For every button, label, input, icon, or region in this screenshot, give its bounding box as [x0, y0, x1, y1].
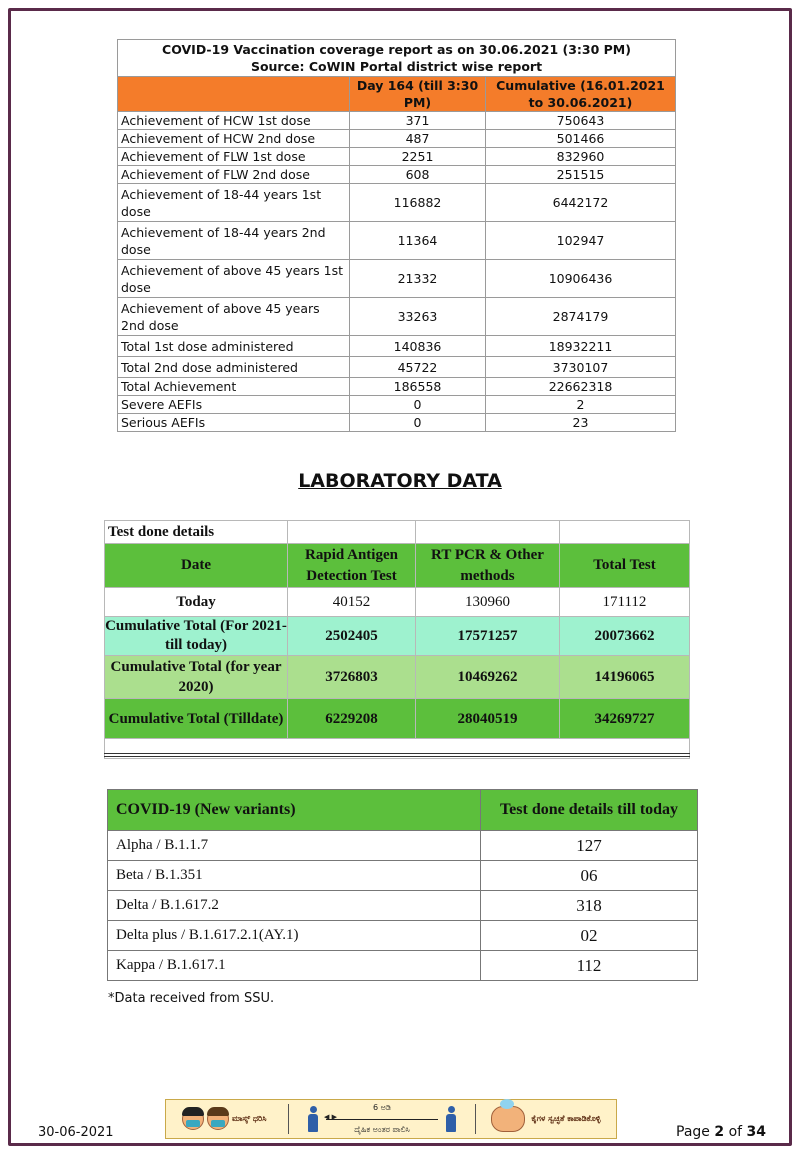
variant-count: 127 [481, 831, 698, 861]
table-row [118, 184, 676, 222]
distance-label: 6 ಅಡಿ [373, 1103, 391, 1112]
total-value: 14196065 [560, 656, 690, 699]
day-value: 116882 [350, 184, 486, 222]
variants-name-header: COVID-19 (New variants) [108, 790, 481, 831]
table-row [108, 861, 698, 891]
table-row [118, 130, 676, 148]
cumulative-value: 18932211 [486, 336, 676, 357]
row-label: Total 1st dose administered [118, 336, 350, 357]
table-row [118, 396, 676, 414]
day-value: 186558 [350, 378, 486, 396]
cumulative-value: 2874179 [486, 298, 676, 336]
cumulative-value: 750643 [486, 112, 676, 130]
day-value: 21332 [350, 260, 486, 298]
rtpcr-value: 10469262 [416, 656, 560, 699]
vaccination-source: Source: CoWIN Portal district wise report [250, 59, 543, 74]
covid-safety-banner [165, 1099, 617, 1139]
rtpcr-value: 130960 [416, 588, 560, 617]
rapid-antigen-header: Rapid Antigen Detection Test [288, 544, 416, 588]
day-value: 608 [350, 166, 486, 184]
day-column-header: Day 164 (till 3:30 PM) [350, 77, 486, 112]
table-row [118, 357, 676, 378]
row-label: Total 2nd dose administered [118, 357, 350, 378]
table-row [105, 699, 690, 739]
page-number: Page 2 of 34 [676, 1124, 766, 1140]
row-label: Cumulative Total (For 2021- till today) [105, 617, 288, 656]
variants-table [107, 789, 698, 981]
row-label: Serious AEFIs [118, 414, 350, 432]
table-row [105, 656, 690, 699]
cumulative-value: 2 [486, 396, 676, 414]
vaccination-title-row [118, 40, 676, 77]
distance-text: ದೈಹಿಕ ಅಂತರ ಪಾಲಿಸಿ [354, 1125, 410, 1134]
table-row [118, 112, 676, 130]
variants-header-row [108, 790, 698, 831]
variant-name: Delta / B.1.617.2 [108, 891, 481, 921]
rtpcr-value: 28040519 [416, 699, 560, 739]
mask-segment [166, 1100, 288, 1138]
row-label: Achievement of FLW 1st dose [118, 148, 350, 166]
day-value: 33263 [350, 298, 486, 336]
row-label: Cumulative Total (for year 2020) [105, 656, 288, 699]
cumulative-value: 832960 [486, 148, 676, 166]
distance-segment [289, 1100, 475, 1138]
vaccination-title: COVID-19 Vaccination coverage report as on 30.06.2021 (3:30 PM) [162, 42, 631, 57]
row-label: Achievement of HCW 2nd dose [118, 130, 350, 148]
vaccination-header-row [118, 77, 676, 112]
row-label: Cumulative Total (Tilldate) [105, 699, 288, 739]
masked-face-icon [182, 1108, 204, 1130]
cumulative-value: 251515 [486, 166, 676, 184]
day-value: 0 [350, 396, 486, 414]
cumulative-value: 6442172 [486, 184, 676, 222]
cumulative-value: 102947 [486, 222, 676, 260]
variant-name: Kappa / B.1.617.1 [108, 951, 481, 981]
rapid-value: 3726803 [288, 656, 416, 699]
rapid-value: 2502405 [288, 617, 416, 656]
masked-face-icon [207, 1108, 229, 1130]
total-test-header: Total Test [560, 544, 690, 588]
table-row [118, 336, 676, 357]
handwash-segment [476, 1100, 616, 1138]
data-source-note: *Data received from SSU. [108, 991, 275, 1006]
table-row [105, 588, 690, 617]
vaccination-table [117, 39, 676, 432]
double-arrow-icon [326, 1115, 438, 1123]
person-icon [308, 1106, 318, 1132]
day-value: 2251 [350, 148, 486, 166]
footer-date: 30-06-2021 [38, 1125, 114, 1140]
row-label: Achievement of 18-44 years 2nd dose [118, 222, 350, 260]
handwash-text: ಕೈಗಳ ಸ್ವಚ್ಛತೆ ಕಾಪಾಡಿಕೊಳ್ಳಿ [531, 1114, 601, 1123]
cumulative-value: 3730107 [486, 357, 676, 378]
variant-count: 112 [481, 951, 698, 981]
variant-name: Alpha / B.1.1.7 [108, 831, 481, 861]
table-row [108, 831, 698, 861]
variants-count-header: Test done details till today [481, 790, 698, 831]
table-row [108, 951, 698, 981]
row-label: Total Achievement [118, 378, 350, 396]
day-value: 371 [350, 112, 486, 130]
table-row [118, 166, 676, 184]
table-row [118, 414, 676, 432]
day-value: 140836 [350, 336, 486, 357]
table-row [118, 378, 676, 396]
variant-count: 02 [481, 921, 698, 951]
day-value: 487 [350, 130, 486, 148]
lab-section-heading: LABORATORY DATA [298, 470, 502, 492]
day-value: 0 [350, 414, 486, 432]
variant-name: Beta / B.1.351 [108, 861, 481, 891]
row-label: Severe AEFIs [118, 396, 350, 414]
lab-caption-row [105, 521, 690, 544]
cumulative-value: 22662318 [486, 378, 676, 396]
cumulative-value: 501466 [486, 130, 676, 148]
handwash-icon [491, 1106, 525, 1132]
total-value: 171112 [560, 588, 690, 617]
rapid-value: 6229208 [288, 699, 416, 739]
table-row [105, 617, 690, 656]
table-row [118, 298, 676, 336]
cumulative-column-header: Cumulative (16.01.2021 to 30.06.2021) [486, 77, 676, 112]
variant-count: 06 [481, 861, 698, 891]
lab-header-row [105, 544, 690, 588]
rtpcr-header: RT PCR & Other methods [416, 544, 560, 588]
lab-table [104, 520, 690, 759]
cumulative-value: 10906436 [486, 260, 676, 298]
row-label: Achievement of FLW 2nd dose [118, 166, 350, 184]
day-value: 45722 [350, 357, 486, 378]
row-label: Today [105, 588, 288, 617]
row-label: Achievement of HCW 1st dose [118, 112, 350, 130]
date-header: Date [105, 544, 288, 588]
day-value: 11364 [350, 222, 486, 260]
variant-count: 318 [481, 891, 698, 921]
row-label: Achievement of 18-44 years 1st dose [118, 184, 350, 222]
cumulative-value: 23 [486, 414, 676, 432]
table-row [118, 260, 676, 298]
variant-name: Delta plus / B.1.617.2.1(AY.1) [108, 921, 481, 951]
person-icon [446, 1106, 456, 1132]
header-blank-cell [118, 77, 350, 112]
row-label: Achievement of above 45 years 2nd dose [118, 298, 350, 336]
total-value: 20073662 [560, 617, 690, 656]
row-label: Achievement of above 45 years 1st dose [118, 260, 350, 298]
lab-caption: Test done details [105, 521, 288, 544]
table-row [118, 222, 676, 260]
table-row [108, 921, 698, 951]
double-rule-divider [104, 753, 690, 757]
rtpcr-value: 17571257 [416, 617, 560, 656]
total-value: 34269727 [560, 699, 690, 739]
table-row [108, 891, 698, 921]
rapid-value: 40152 [288, 588, 416, 617]
mask-text: ಮಾಸ್ಕ್ ಧರಿಸಿ [232, 1114, 267, 1123]
table-row [118, 148, 676, 166]
